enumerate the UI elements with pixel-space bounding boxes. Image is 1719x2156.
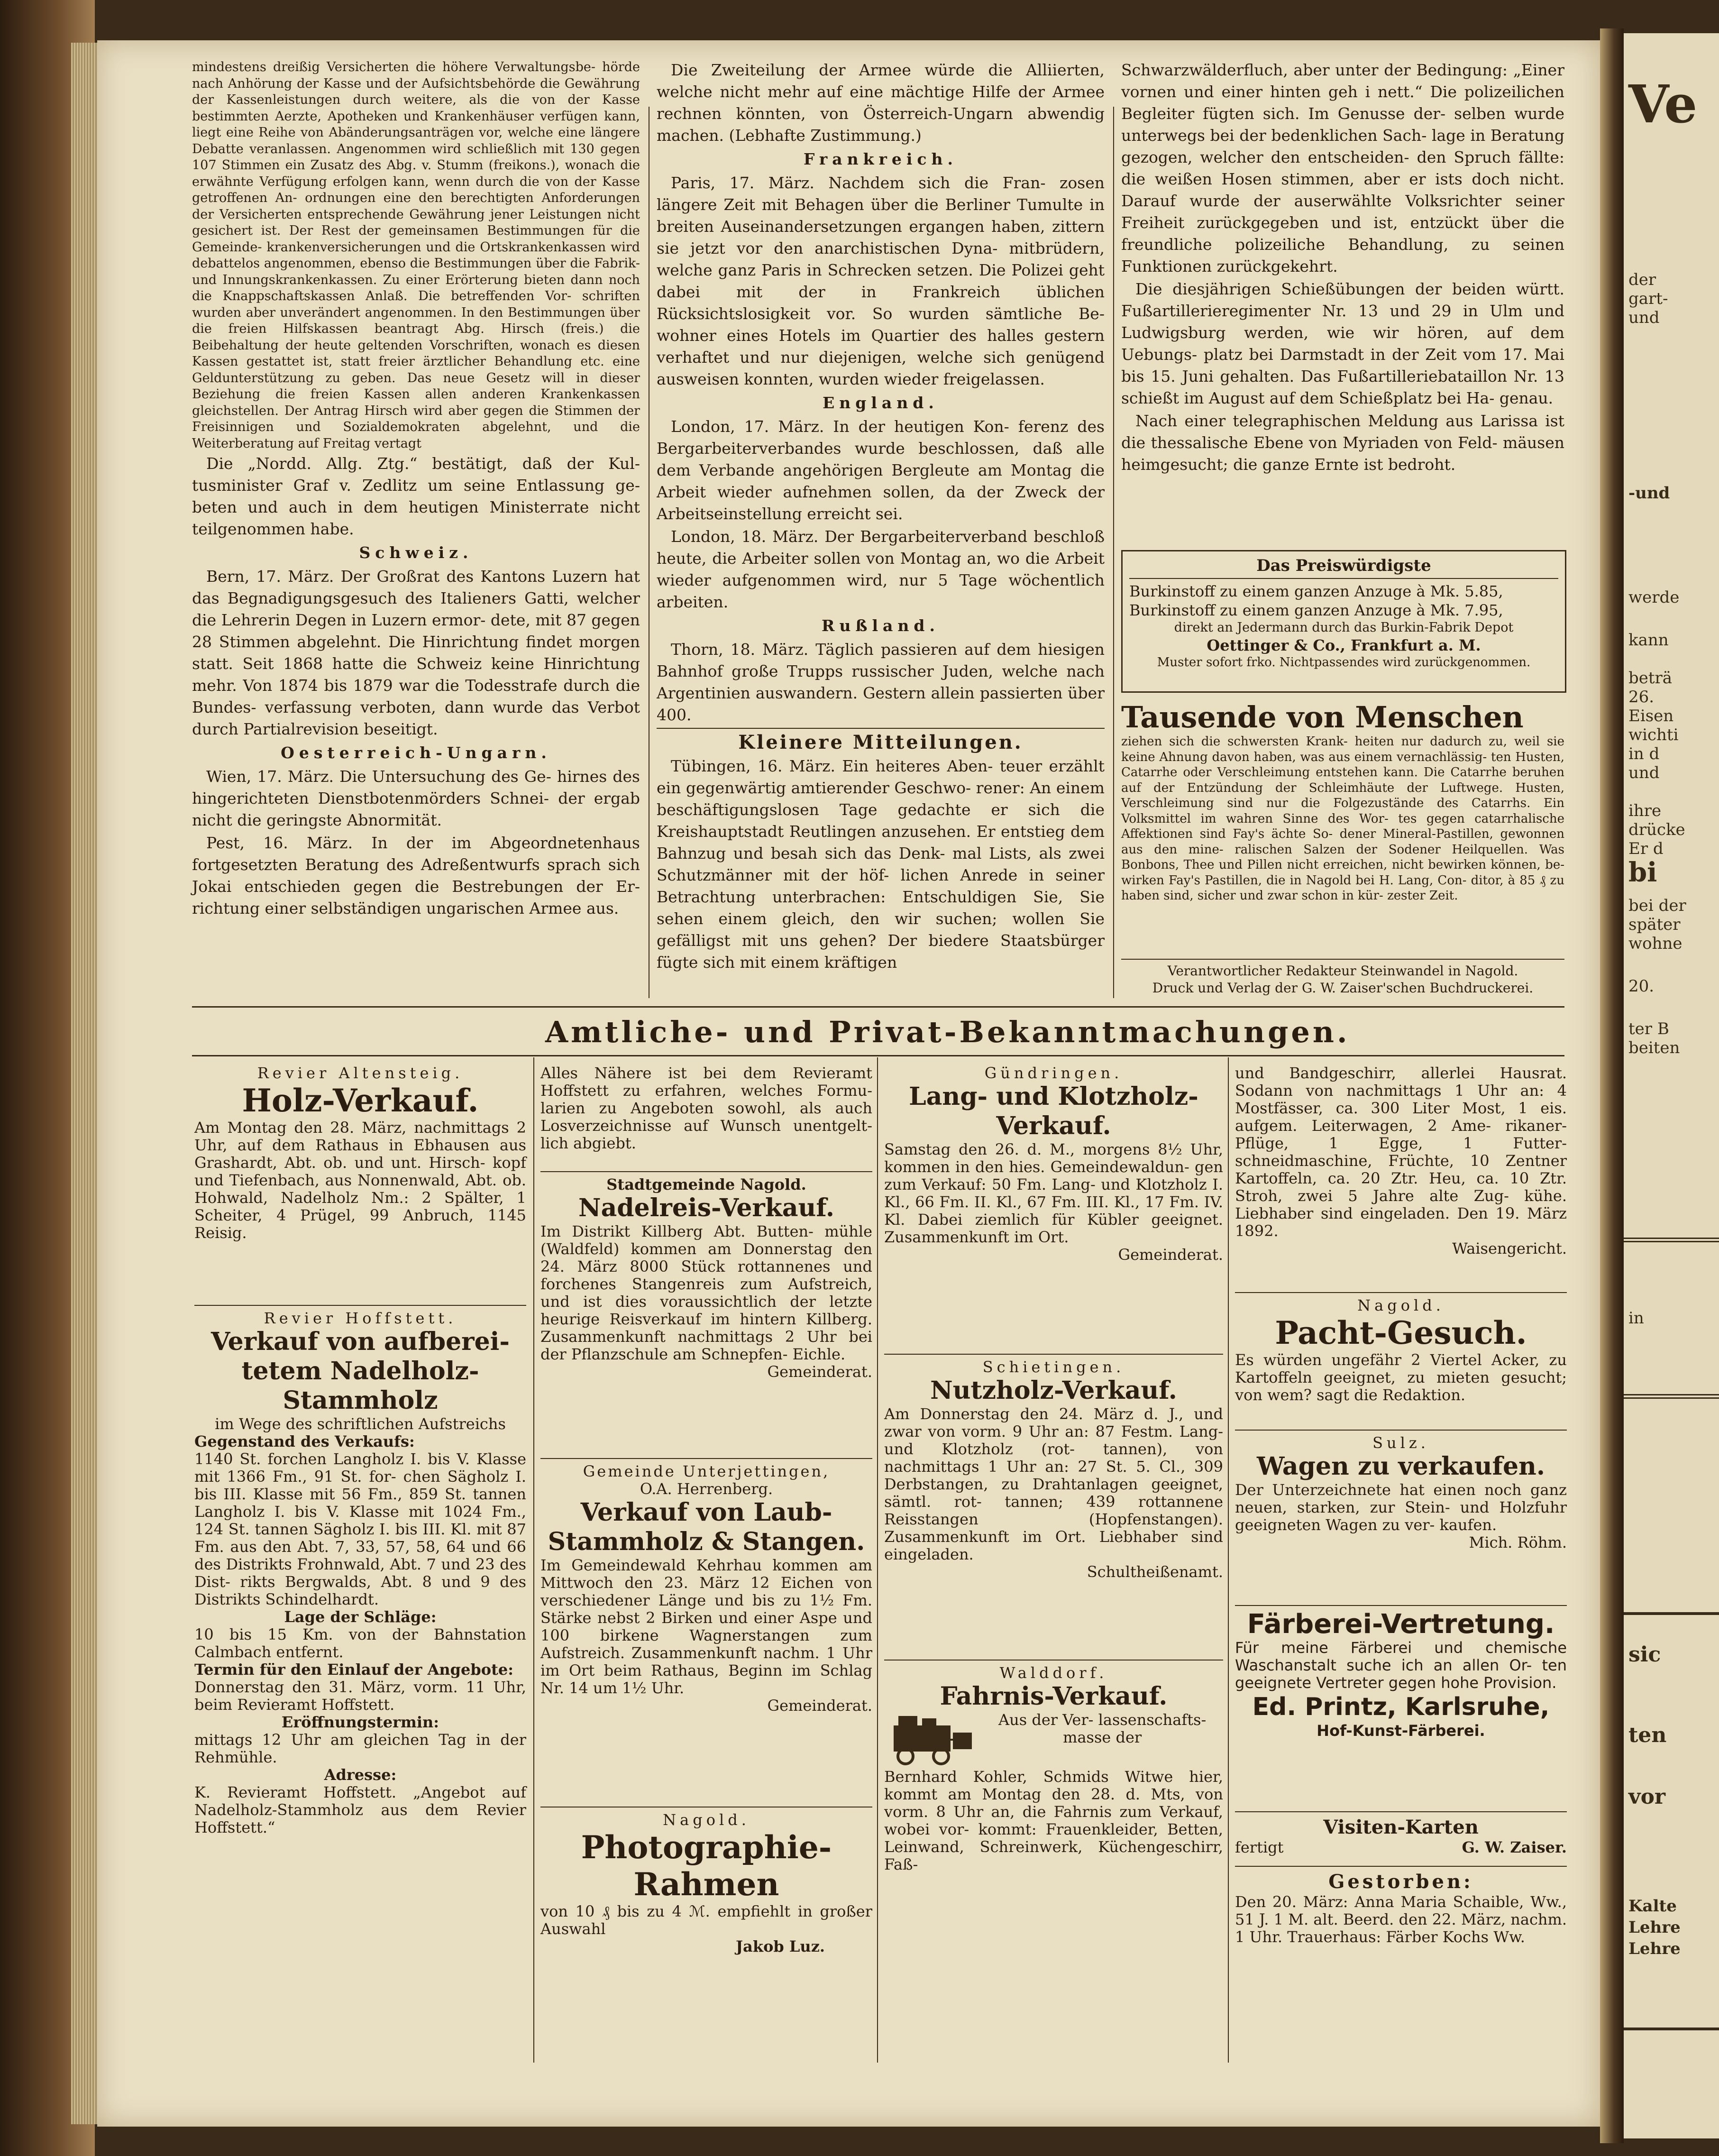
ad-lang-klotzholz bbox=[884, 1064, 1223, 1264]
imprint-editor: Verantwortlicher Redakteur Steinwandel in Nagold. bbox=[1167, 963, 1518, 979]
section-rule bbox=[192, 1055, 1564, 1056]
ad-body: 10 bis 15 Km. von der Bahnstation Calmbach entfernt. bbox=[194, 1625, 526, 1661]
column-3 bbox=[1121, 59, 1564, 477]
article-text: Die Zweiteilung der Armee würde die Alliierten, welche nicht mehr auf eine mächtige Hilfe der Armee rechnen könnten, von Österreich-Ungarn abwendig machen. (Lebhafte Zustimmung.) bbox=[657, 61, 1105, 145]
ad-side-text: Aus der Ver- lassenschafts- masse der bbox=[998, 1711, 1207, 1746]
separator bbox=[884, 1354, 1223, 1355]
ad-title: Lang- und Klotzholz- Verkauf. bbox=[909, 1082, 1198, 1140]
ad-fahrnis-continued bbox=[1235, 1064, 1567, 1257]
ad-nadelreis-verkauf bbox=[540, 1176, 872, 1381]
article-text: Thorn, 18. März. Täglich passieren auf dem hiesigen Bahnhof große Trupps russischer Juden, welche nach Argentinien auswandern. Gestern allein passierten über 400. bbox=[657, 640, 1105, 724]
ad-body: und Bandgeschirr, allerlei Hausrat. Sodann von nachmittags 1 Uhr an: 4 Mostfässer, ca. 300 Liter Most, 1 eis. aufgem. Leiterwagen, 2 Ame- rikaner-Pflüge, 1 Egge, 1 Futter- schneidmaschine, Früchte, 10 Zentner Kartoffeln, ca. 20 Ztr. Heu, ca. 10 Ztr. Stroh, zwei 5 Jahre alte Zug- kühe. Liebhaber sind eingeladen. Den 19. März 1892. bbox=[1235, 1064, 1567, 1240]
page-edges bbox=[71, 43, 100, 2124]
ad-title: Holz-Verkauf. bbox=[242, 1082, 479, 1119]
ad-signature: Jakob Luz. bbox=[736, 1937, 825, 1955]
column-rule bbox=[877, 1057, 878, 2063]
next-page-text: beträ bbox=[1628, 669, 1673, 688]
ad-body: K. Revieramt Hoffstett. „Angebot auf Nadelholz-Stammholz aus dem Revier Hoffstett.“ bbox=[194, 1783, 526, 1836]
section-heading: Schweiz. bbox=[359, 543, 473, 562]
next-page-text: ten bbox=[1628, 1723, 1667, 1747]
ad-body: Im Distrikt Killberg Abt. Butten- mühle (Waldfeld) kommen am Donnerstag den 24. März 8000 Stück rottannenes und forchenes Stangenreis zum Aufstreich, und ist dies voraussichtlich der letzte heurige Reisverkauf im hintern Killberg. Zusammenkunft nachmittags 2 Uhr bei der Pflanzschule am Schnepfen- Eichle. bbox=[540, 1222, 872, 1363]
next-page-text: 26. bbox=[1628, 688, 1655, 706]
article-text: Die „Nordd. Allg. Ztg.“ bestätigt, daß der Kul- tusminister Graf v. Zedlitz um seine Entlassung ge- beten und auch in dem heutigen Ministerrate nicht teilgenommen habe. bbox=[192, 454, 640, 538]
book-fold bbox=[1600, 28, 1624, 2143]
next-page-edge bbox=[1624, 33, 1719, 2138]
next-page-text: Lehre bbox=[1628, 1918, 1681, 1937]
ad-body: Samstag den 26. d. M., morgens 8½ Uhr, kommen in den hies. Gemeindewaldun- gen zum Verkauf: 50 Fm. Lang- und Klotzholz I. Kl., 66 Fm. II. Kl., 67 Fm. III. Kl., 17 Fm. IV. Kl. Dabei ziemlich für Kübler geeignet. Zusammenkunft im Ort. bbox=[884, 1140, 1223, 1246]
ad-hoffstett-info bbox=[540, 1064, 872, 1152]
next-page-text: in d bbox=[1628, 744, 1660, 763]
section-title: Amtliche- und Privat-Bekanntmachungen. bbox=[545, 1015, 1350, 1049]
column-2 bbox=[657, 59, 1105, 974]
ad-signature: Gemeinderat. bbox=[767, 1363, 872, 1381]
next-page-text: in bbox=[1628, 1309, 1644, 1328]
separator bbox=[1235, 1430, 1567, 1431]
section-heading: Oesterreich-Ungarn. bbox=[281, 743, 551, 762]
ad-pacht-gesuch bbox=[1235, 1297, 1567, 1404]
separator bbox=[1235, 1866, 1567, 1867]
ad-faerberei-vertretung bbox=[1235, 1610, 1567, 1740]
ad-title: Nadelreis-Verkauf. bbox=[578, 1193, 834, 1222]
next-page-text: und bbox=[1628, 308, 1660, 327]
article-text: Wien, 17. März. Die Untersuchung des Ge- hirnes des hingerichteten Dienstbotenmörders Schnei- der ergab nicht die geringste Abnormität. bbox=[192, 767, 640, 829]
section-heading: Kleinere Mitteilungen. bbox=[657, 728, 1105, 753]
ad-subhead: Adresse: bbox=[324, 1766, 397, 1784]
ad-signature: G. W. Zaiser. bbox=[1462, 1838, 1567, 1856]
article-text: Pest, 16. März. In der im Abgeordnetenhaus fortgesetzten Beratung des Adreßentwurfs sprach sich Jokai entschieden gegen die Bestrebungen der Er- richtung einer selbständigen ungarischen Armee aus. bbox=[192, 834, 640, 917]
ad-title: Das Preiswürdigste bbox=[1129, 556, 1558, 579]
ad-nutzholz-verkauf bbox=[884, 1358, 1223, 1581]
ad-place: Nagold. bbox=[663, 1811, 750, 1829]
ad-subhead: Termin für den Einlauf der Angebote: bbox=[194, 1661, 514, 1679]
ad-wagen-verkaufen bbox=[1235, 1434, 1567, 1551]
separator bbox=[1121, 959, 1564, 960]
next-page-text: wichti bbox=[1628, 725, 1679, 744]
ad-line: im Wege des schriftlichen Aufstreichs bbox=[215, 1415, 506, 1433]
ad-body: Bernhard Kohler, Schmids Witwe hier, kommt am Montag den 28. d. Mts, von vorm. 8 Uhr an, die Fahrnis zum Verkauf, wobei vor- kommt: Frauenkleider, Betten, Leinwand, Schreinwerk, Küchengeschirr, Faß- bbox=[884, 1768, 1223, 1873]
ad-visiten-karten bbox=[1235, 1816, 1567, 1856]
separator bbox=[540, 1458, 872, 1459]
next-page-text: ihre bbox=[1628, 801, 1662, 820]
ad-photographie-rahmen bbox=[540, 1811, 872, 1955]
next-page-text: Eisen bbox=[1628, 706, 1674, 725]
moving-wagon-illustration bbox=[884, 1711, 979, 1768]
ad-body: 1140 St. forchen Langholz I. bis V. Klasse mit 1366 Fm., 91 St. for- chen Sägholz I. bis III. Klasse mit 56 Fm., 859 St. tannen Langholz I. bis V. Klasse mit 1024 Fm., 124 St. tannen Sägholz I. bis III. Kl. mit 87 Fm. aus den Abt. 7, 33, 57, 58, 64 und 66 des Distrikts Frohnwald, Abt. 7 und 23 des Dist- rikts Bergwalds, Abt. 8 und 9 des Distrikts Schindelhardt. bbox=[194, 1450, 526, 1608]
ad-signature: Gemeinderat. bbox=[1118, 1246, 1223, 1264]
imprint bbox=[1121, 963, 1564, 997]
column-1 bbox=[192, 59, 640, 920]
ad-title: Visiten-Karten bbox=[1323, 1816, 1479, 1838]
next-page-text: sic bbox=[1628, 1642, 1661, 1667]
ad-place: Gemeinde Unterjettingen, bbox=[583, 1462, 830, 1480]
next-page-text: ter B bbox=[1628, 1019, 1669, 1038]
ad-place: O.A. Herrenberg. bbox=[640, 1480, 773, 1498]
ad-holz-verkauf bbox=[194, 1064, 526, 1242]
pastillen-ad bbox=[1121, 701, 1564, 904]
ad-place: Revier Altensteig. bbox=[257, 1064, 464, 1082]
ad-nadelholz-stammholz bbox=[194, 1310, 526, 1836]
ad-line: Muster sofort frko. Nichtpassendes wird zurückgenommen. bbox=[1157, 655, 1531, 670]
ad-line: Burkinstoff zu einem ganzen Anzuge à Mk. 5.85, bbox=[1129, 582, 1503, 600]
next-page-text: -und bbox=[1628, 484, 1670, 503]
next-page-text: werde bbox=[1628, 588, 1680, 607]
ad-place: Nagold. bbox=[1357, 1296, 1445, 1314]
ad-subhead: Gegenstand des Verkaufs: bbox=[194, 1432, 415, 1450]
next-page-text: Ve bbox=[1628, 73, 1698, 135]
next-page-text: vor bbox=[1628, 1785, 1666, 1809]
ad-signature: Waisengericht. bbox=[1452, 1239, 1567, 1257]
ad-title: Pacht-Gesuch. bbox=[1275, 1314, 1527, 1351]
ad-title: Gestorben: bbox=[1328, 1871, 1473, 1893]
section-rule bbox=[192, 1006, 1564, 1008]
next-page-text: später bbox=[1628, 915, 1681, 934]
ad-title: Tausende von Menschen bbox=[1121, 700, 1524, 734]
article-text: Die diesjährigen Schießübungen der beiden württ. Fußartillerieregimenter Nr. 13 und 29 in Ulm und Ludwigsburg werden, wie wir hören, auf dem Uebungs- platz bei Darmstadt in der Zeit vom 17. Mai bis 15. Juni gehalten. Das Fußartilleriebataillon Nr. 13 schießt im August auf dem Schießplatz bei Ha- genau. bbox=[1121, 280, 1564, 407]
next-page-text: Kalte bbox=[1628, 1897, 1677, 1916]
ad-title: Nutzholz-Verkauf. bbox=[930, 1376, 1177, 1405]
ad-body: mittags 12 Uhr am gleichen Tag in der Rehmühle. bbox=[194, 1731, 526, 1766]
ad-body: Im Gemeindewald Kehrhau kommen am Mittwoch den 23. März 12 Eichen von verschiedener Länge und bis zu 1½ Fm. Stärke nebst 2 Birken und einer Aspe und 100 birkene Wagnerstangen zum Aufstreich. Zusammenkunft nachm. 1 Uhr im Ort beim Rathaus, Beginn im Schlag Nr. 14 um 1½ Uhr. bbox=[540, 1556, 872, 1697]
ad-place: Gündringen. bbox=[984, 1064, 1123, 1082]
next-page-text: Lehre bbox=[1628, 1939, 1681, 1958]
next-page-text: und bbox=[1628, 763, 1660, 782]
ad-place: Schietingen. bbox=[982, 1358, 1125, 1376]
ad-company-subtitle: Hof-Kunst-Färberei. bbox=[1317, 1722, 1485, 1740]
ad-fahrnis-verkauf bbox=[884, 1664, 1223, 1873]
ad-company-name: Ed. Printz, Karlsruhe, bbox=[1252, 1693, 1550, 1721]
ad-body: Donnerstag den 31. März, vorm. 11 Uhr, beim Revieramt Hoffstett. bbox=[194, 1678, 526, 1714]
next-page-text: 20. bbox=[1628, 977, 1655, 996]
separator bbox=[884, 1660, 1223, 1661]
article-text: London, 18. März. Der Bergarbeiterverband beschloß heute, die Arbeiter sollen von Montag an, wo die Arbeit wieder aufgenommen wird, nur 5 Tage wöchentlich arbeiten. bbox=[657, 527, 1105, 611]
separator bbox=[1235, 1292, 1567, 1293]
next-page-text: beiten bbox=[1628, 1038, 1680, 1057]
ad-place: Walddorf. bbox=[999, 1664, 1108, 1682]
column-rule bbox=[533, 1057, 534, 2063]
ad-title: Fahrnis-Verkauf. bbox=[940, 1682, 1168, 1711]
ad-line: Oettinger & Co., Frankfurt a. M. bbox=[1207, 636, 1481, 654]
article-text: Paris, 17. März. Nachdem sich die Fran- zosen längere Zeit mit Behagen über die Berliner Tumulte in breiten Auseinandersetzungen ergangen haben, zittern sie jetzt vor den anarchistischen Dyna- mitbrüdern, welche ganz Paris in Schrecken setzen. Die Polizei geht dabei mit der in Frankreich üblichen Rücksichtslosigkeit vor. So wurden sämtliche Be- wohner eines Hotels im Quartier des halles gestern verhaftet und nur diejenigen, welche sich genügend ausweisen konnten, wurden wieder freigelassen. bbox=[657, 174, 1105, 388]
ad-signature: Mich. Röhm. bbox=[1469, 1533, 1567, 1551]
ad-body: Der Unterzeichnete hat einen noch ganz neuen, starken, zur Stein- und Holzfuhr geeigneten Wagen zu ver- kaufen. bbox=[1235, 1481, 1567, 1534]
article-text: mindestens dreißig Versicherten die höhere Verwaltungsbe- hörde nach Anhörung der Kasse und der Aufsichtsbehörde die Gewährung der Kassenleistungen durch weitere, als die von der Kasse bestimmten Aerzte, Apotheken und Krankenhäuser verfügen kann, liegt eine Reihe von Abänderungsanträgen vor, welche eine längere Debatte veranlassen. Angenommen wird schließlich mit 130 gegen 107 Stimmen ein Zusatz des Abg. v. Stumm (freikons.), wonach die erwähnte Verfügung erfolgen kann, wenn durch die von der Kasse getroffenen An- ordnungen eine den berechtigten Anforderungen der Versicherten entsprechende Gewährung jener Leistungen nicht gesichert ist. Der Rest der gemeinsamen Bestimmungen für die Gemeinde- krankenversicherungen und die Ortskrankenkassen wird debattelos angenommen, ebenso die Bestimmungen über die Fabrik- und Innungskrankenkassen. Zu einer Erörterung bieten dann noch die Knappschaftskassen Anlaß. Die betreffenden Vor- schriften wurden aber unverändert angenommen. In den Bestimmungen über die freien Hilfskassen beantragt Abg. Hirsch (freis.) die Beibehaltung der heute geltenden Vorschriften, wonach es diesen Kassen gestattet ist, statt freier ärztlicher Behandlung etc. eine Geldunterstützung zu geben. Das neue Gesetz will in dieser Beziehung die freien Kassen allen anderen Krankenkassen gleichstellen. Der Antrag Hirsch wird aber gegen die Stimmen der Freisinnigen und Sozialdemokraten abgelehnt, und die Weiterberatung auf Freitag vertagt bbox=[192, 60, 640, 451]
ad-title: Wagen zu verkaufen. bbox=[1257, 1452, 1545, 1481]
article-text: Schwarzwälderfluch, aber unter der Bedingung: „Einer vornen und einer hinten geh i nett.“ Die polizeilichen Begleiter fügten sich. Im Genusse der- selben wurde unterwegs bei der bedenklichen Sach- lage in Beratung gezogen, welcher den entscheiden- den Spruch fällte: die weißen Hosen stimmen, aber er ists doch nicht. Darauf wurde der auserwählte Volksrichter seiner Freiheit zurückgegeben und ist, entzückt über die freundliche polizeiliche Behandlung, zu seinen Funktionen zurückgekehrt. bbox=[1121, 61, 1564, 275]
ad-body: Es würden ungefähr 2 Viertel Acker, zu Kartoffeln geeignet, zu mieten gesucht; von wem? sagt die Redaktion. bbox=[1235, 1351, 1567, 1404]
column-rule bbox=[1228, 1057, 1229, 2063]
ad-laub-stammholz bbox=[540, 1463, 872, 1715]
ad-title: Verkauf von aufberei- tetem Nadelholz- Stammholz bbox=[211, 1327, 510, 1415]
next-page-text: drücke bbox=[1628, 820, 1685, 839]
separator bbox=[194, 1305, 526, 1306]
article-text: London, 17. März. In der heutigen Kon- ferenz des Bergarbeiterverbandes wurde beschlossen, daß alle dem Verbande angehörigen Bergleute am Montag die Arbeit wieder aufnehmen sollen, da der Zweck der Arbeitseinstellung erreicht sei. bbox=[657, 417, 1105, 523]
ad-body: Den 20. März: Anna Maria Schaible, Ww., 51 J. 1 M. alt. Beerd. den 22. März, nachm. 1 Uhr. Trauerhaus: Färber Kochs Ww. bbox=[1235, 1893, 1567, 1946]
ad-body: Am Donnerstag den 24. März d. J., und zwar von vorm. 9 Uhr an: 87 Festm. Lang- und Klotzholz (rot- tannen), von nachmittags 1 Uhr an: 27 St. 5. Cl., 309 Derbstangen, zu Drahtanlagen geeignet, sämtl. rot- tannen; 439 rottannene Reisstangen (Hopfenstangen). Zusammenkunft im Ort. Liebhaber sind eingeladen. bbox=[884, 1405, 1223, 1563]
ad-title: Verkauf von Laub- Stammholz & Stangen. bbox=[548, 1498, 865, 1556]
next-page-text: bei der bbox=[1628, 896, 1686, 915]
article-text: Bern, 17. März. Der Großrat des Kantons Luzern hat das Begnadigungsgesuch des Italieners Gatti, welcher die Lehrerin Degen in Luzern ermor- dete, mit 87 gegen 28 Stimmen abgelehnt. Die Hinrichtung findet morgen statt. Seit 1868 hatte die Schweiz keine Hinrichtung mehr. Von 1874 bis 1879 war die Todesstrafe durch die Bundes- verfassung verboten, dann wurde das Verbot durch Partialrevision beseitigt. bbox=[192, 567, 640, 738]
ad-body: Für meine Färberei und chemische Waschanstalt suche ich an allen Or- ten geeignete Vertreter gegen hohe Provision. bbox=[1235, 1639, 1567, 1692]
ad-frame bbox=[1624, 1612, 1719, 2030]
cloth-ad-box bbox=[1121, 550, 1566, 693]
ad-line: direkt an Jedermann durch das Burkin-Fabrik Depot bbox=[1174, 620, 1514, 635]
separator bbox=[1235, 1605, 1567, 1606]
ad-line: Burkinstoff zu einem ganzen Anzuge à Mk. 7.95, bbox=[1129, 601, 1503, 619]
ad-place: Revier Hoffstett. bbox=[264, 1309, 457, 1327]
next-page-text: der bbox=[1628, 270, 1656, 289]
ad-subhead: Eröffnungstermin: bbox=[281, 1713, 439, 1731]
ad-line: fertigt bbox=[1235, 1838, 1284, 1856]
ad-gestorben bbox=[1235, 1871, 1567, 1946]
separator bbox=[1235, 1811, 1567, 1812]
separator bbox=[540, 1171, 872, 1172]
ad-body: von 10 ₰ bis zu 4 ℳ. empfiehlt in großer Auswahl bbox=[540, 1902, 872, 1938]
ad-subhead: Lage der Schläge: bbox=[284, 1608, 437, 1626]
section-heading: Frankreich. bbox=[804, 150, 958, 168]
ad-signature: Schultheißenamt. bbox=[1087, 1563, 1223, 1581]
next-page-text: kann bbox=[1628, 631, 1669, 650]
section-heading: England. bbox=[823, 394, 939, 412]
ad-title: Photographie- Rahmen bbox=[581, 1829, 832, 1903]
ad-signature: Gemeinderat. bbox=[767, 1697, 872, 1715]
ad-place: Sulz. bbox=[1372, 1434, 1429, 1452]
column-rule bbox=[1113, 107, 1114, 998]
next-page-text: Er d bbox=[1628, 839, 1664, 858]
next-page-text: wohne bbox=[1628, 934, 1682, 953]
next-page-text: gart- bbox=[1628, 289, 1668, 308]
ad-body: Am Montag den 28. März, nachmittags 2 Uhr, auf dem Rathaus in Ebhausen aus Grashardt, Abt. ob. und unt. Hirsch- kopf und Tiefenbach, aus Nonnenwald, Abt. ob. Hohwald, Nadelholz Nm.: 2 Spälter, 1 Scheiter, 4 Prügel, 99 Anbruch, 1145 Reisig. bbox=[194, 1119, 526, 1242]
ad-body: ziehen sich die schwersten Krank- heiten nur dadurch zu, weil sie keine Ahnung davon haben, was aus einem vernachlässig- ten Husten, Catarrhe oder Verschleimung entstehen kann. Die Catarrhe beruhen auf der Entzündung der Schleimhäute der Luftwege. Husten, Verschleimung sind nur die Folgezustände des Catarrhs. Ein Volksmittel im wahren Sinne des Wor- tes gegen catarrhalische Affektionen sind Fay's ächte So- dener Mineral-Pastillen, gewonnen aus den mine- ralischen Salzen der Sodener Heilquellen. Was Bonbons, Thee und Pillen nicht erreichen, nicht bewirken können, be- wirken Fay's Pastillen, die in Nagold bei H. Lang, Con- ditor, à 85 ₰ zu haben sind, sicher und zwar schon in kür- zester Zeit. bbox=[1121, 734, 1564, 903]
article-text: Tübingen, 16. März. Ein heiteres Aben- teuer erzählt ein gegenwärtig amtierender Geschwo- rener: An einem beschäftigungslosen Tage gedachte er sich die Kreishauptstadt Reutlingen anzusehen. Er entstieg dem Bahnzug und besah sich das Denk- mal Lists, als zwei Schutzmänner mit der höf- lichen Anrede in seiner Betrachtung unterbrachen: Entschuldigen Sie, Sie sehen einem gleich, den wir suchen; wollen Sie gefälligst mit uns gehen? Der biedere Staatsbürger fügte sich mit einem kräftigen bbox=[657, 757, 1105, 972]
imprint-printer: Druck und Verlag der G. W. Zaiser'schen Buchdruckerei. bbox=[1152, 980, 1534, 996]
ad-place: Stadtgemeinde Nagold. bbox=[606, 1175, 806, 1193]
ad-body: Alles Nähere ist bei dem Revieramt Hoffstett zu erfahren, welches Formu- larien zu Angeboten sowohl, als auch Losverzeichnisse auf Wunsch unentgelt- lich abgiebt. bbox=[540, 1064, 872, 1152]
ad-title: Färberei-Vertretung. bbox=[1247, 1609, 1555, 1640]
section-heading: Rußland. bbox=[822, 616, 940, 635]
article-text: Nach einer telegraphischen Meldung aus Larissa ist die thessalische Ebene von Myriaden von Feld- mäusen heimgesucht; die ganze Ernte ist bedroht. bbox=[1121, 412, 1564, 474]
next-page-text: bi bbox=[1628, 857, 1657, 888]
